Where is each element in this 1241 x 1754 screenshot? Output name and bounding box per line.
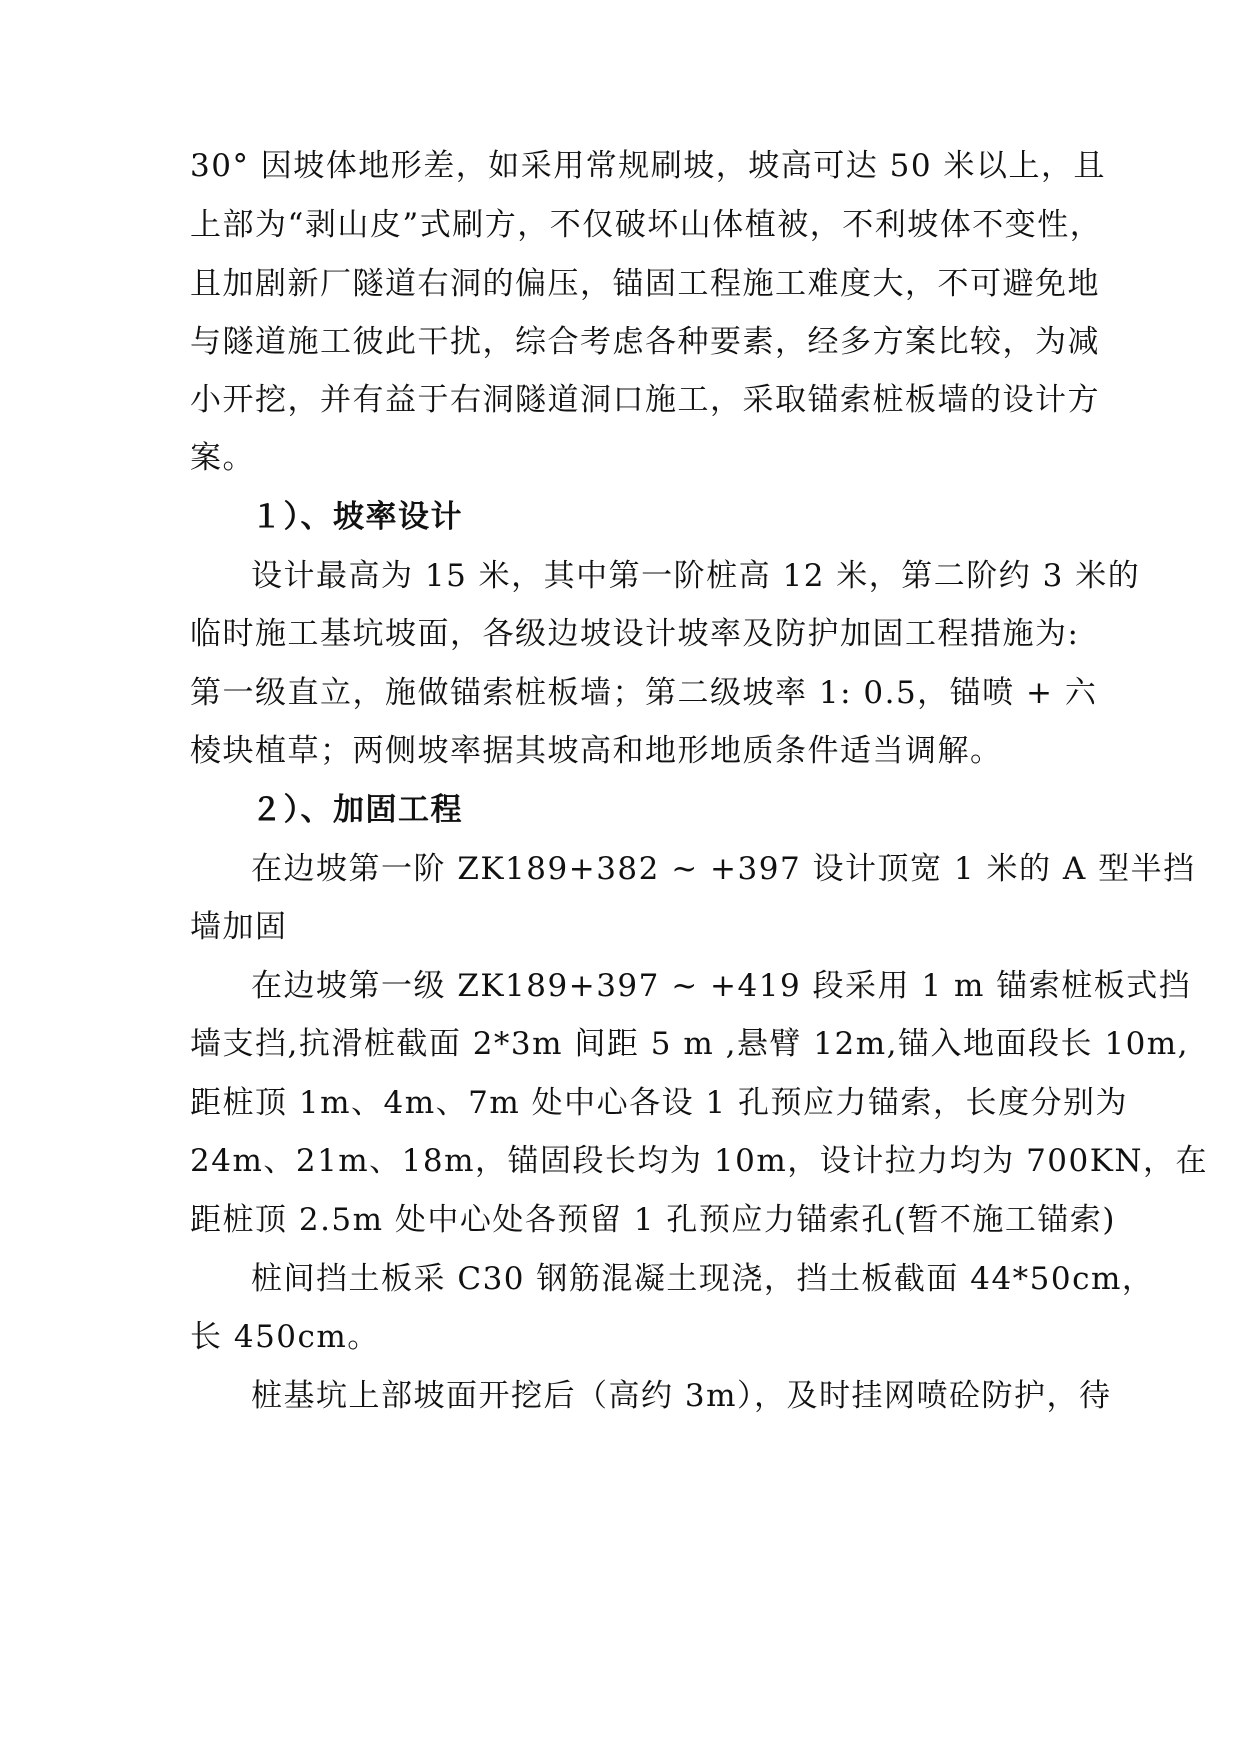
section-heading-reinforcement: ２）、加固工程 (251, 792, 463, 828)
section-heading-slope-design: １）、坡率设计 (251, 499, 463, 535)
paragraph-line: 桩基坑上部坡面开挖后（高约 3m），及时挂网喷砼防护，待 (251, 1378, 1112, 1414)
paragraph-line: 与隧道施工彼此干扰，综合考虑各种要素，经多方案比较，为减 (190, 324, 1100, 360)
paragraph-line: 长 450cm。 (190, 1319, 380, 1355)
paragraph-line: 距桩顶 2.5m 处中心处各预留 1 孔预应力锚索孔(暂不施工锚索) (190, 1202, 1117, 1238)
paragraph-line: 距桩顶 1m、4m、7m 处中心各设 1 孔预应力锚索，长度分别为 (190, 1085, 1128, 1121)
paragraph-line: 第一级直立，施做锚索桩板墙；第二级坡率 1: 0.5，锚喷 + 六 (190, 675, 1098, 711)
paragraph-line: 30° 因坡体地形差，如采用常规刷坡，坡高可达 50 米以上，且 (190, 148, 1106, 184)
paragraph-line: 且加剧新厂隧道右洞的偏压，锚固工程施工难度大，不可避免地 (190, 266, 1100, 302)
paragraph-line: 墙加固 (190, 909, 288, 945)
paragraph-line: 小开挖，并有益于右洞隧道洞口施工，采取锚索桩板墙的设计方 (190, 382, 1100, 418)
paragraph-line: 临时施工基坑坡面，各级边坡设计坡率及防护加固工程措施为: (190, 616, 1080, 652)
paragraph-line: 棱块植草；两侧坡率据其坡高和地形地质条件适当调解。 (190, 733, 1003, 769)
paragraph-line: 设计最高为 15 米，其中第一阶桩高 12 米，第二阶约 3 米的 (251, 558, 1141, 594)
paragraph-line: 桩间挡土板采 C30 钢筋混凝土现浇，挡土板截面 44*50cm， (251, 1261, 1155, 1297)
paragraph-line: 在边坡第一阶 ZK189+382 ~ +397 设计顶宽 1 米的 A 型半挡 (251, 851, 1196, 887)
paragraph-line: 案。 (190, 440, 255, 476)
paragraph-line: 24m、21m、18m，锚固段长均为 10m，设计拉力均为 700KN，在 (190, 1143, 1209, 1179)
paragraph-line: 墙支挡,抗滑桩截面 2*3m 间距 5 m ,悬臂 12m,锚入地面段长 10m, (190, 1026, 1190, 1062)
paragraph-line: 在边坡第一级 ZK189+397 ~ +419 段采用 1 m 锚索桩板式挡 (251, 968, 1192, 1004)
paragraph-line: 上部为“剥山皮”式刷方，不仅破坏山体植被，不利坡体不变性， (190, 207, 1103, 243)
